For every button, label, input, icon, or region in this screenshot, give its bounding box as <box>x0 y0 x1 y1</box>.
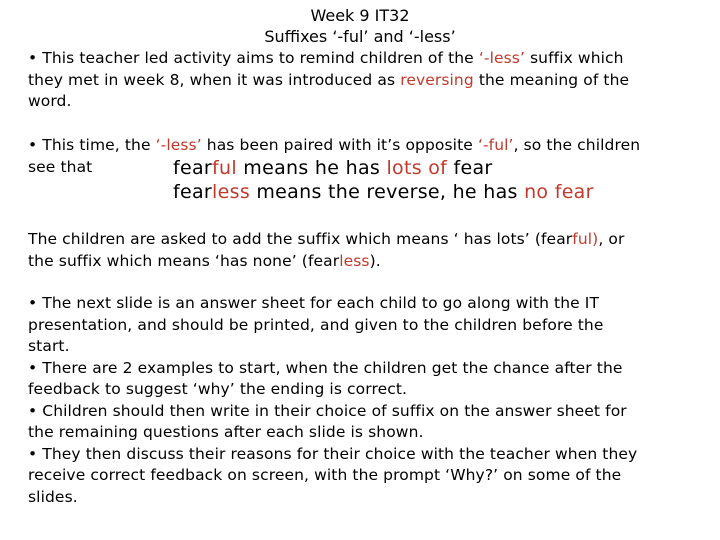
intro-line-1 <box>28 48 698 70</box>
instruction-line: slides. <box>28 487 78 506</box>
example-fearful <box>173 156 493 180</box>
highlight-no-fear: no fear <box>524 181 594 203</box>
instruction-line: feedback to suggest ‘why’ the ending is correct. <box>28 380 408 398</box>
intro-paragraph <box>28 48 698 113</box>
text-segment: fear <box>173 181 213 203</box>
task-paragraph <box>28 229 698 272</box>
highlight-reversing: reversing <box>400 70 474 89</box>
text-segment: means he has <box>236 157 387 179</box>
text-segment: the suffix which means ‘has none’ (fear <box>28 251 340 270</box>
text-segment: • This teacher led activity aims to remind children of the <box>28 49 479 67</box>
instruction-line: receive correct feedback on screen, with the prompt ‘Why?’ on some of the <box>28 466 622 484</box>
highlight-lots-of: lots of <box>386 157 448 179</box>
pairing-line-1 <box>28 135 698 157</box>
text-segment: , so the children <box>513 136 641 154</box>
text-segment: means the reverse, he has <box>250 181 525 203</box>
text-segment: • This time, the <box>28 136 156 154</box>
instruction-line: • There are 2 examples to start, when the children get the chance after the <box>28 358 623 377</box>
highlight-ful: ful) <box>572 230 599 248</box>
highlight-ful: ‘-ful’ <box>477 136 514 154</box>
instruction-line: the remaining questions after each slide is shown. <box>28 423 424 441</box>
highlight-ful: ful <box>212 157 237 179</box>
instruction-line: • Children should then write in their choice of suffix on the answer sheet for <box>28 401 627 420</box>
text-segment: has been paired with it’s opposite <box>201 136 478 154</box>
highlight-less: less <box>339 251 370 270</box>
text-segment: ). <box>369 251 381 270</box>
example-fearless <box>173 180 594 204</box>
text-segment: suffix which <box>524 49 624 67</box>
intro-line-2 <box>28 70 698 92</box>
title-week: Week 9 IT32 <box>310 6 410 25</box>
highlight-less: ‘-less’ <box>155 136 202 154</box>
instruction-line: presentation, and should be printed, and given to the children before the <box>28 315 604 334</box>
highlight-less: less <box>212 181 251 203</box>
text-segment: fear <box>173 157 213 179</box>
text-segment: The children are asked to add the suffix which means ‘ has lots’ (fear <box>28 230 573 248</box>
instruction-line: • They then discuss their reasons for their choice with the teacher when they <box>28 444 638 463</box>
instructions-paragraph <box>28 293 698 508</box>
task-line-1 <box>28 229 698 251</box>
task-line-2 <box>28 251 698 273</box>
title-suffixes: Suffixes ‘-ful’ and ‘-less’ <box>264 27 456 46</box>
instruction-line: • The next slide is an answer sheet for each child to go along with the IT <box>28 294 600 312</box>
highlight-less: ‘-less’ <box>478 49 525 67</box>
text-segment: fear <box>447 157 493 179</box>
text-segment: they met in week 8, when it was introduced as <box>28 70 401 89</box>
text-segment: , or <box>598 230 625 248</box>
instruction-line: start. <box>28 337 70 355</box>
text-segment: the meaning of the <box>473 70 630 89</box>
intro-line-3: word. <box>28 92 72 110</box>
pairing-line-2: see that <box>28 157 93 176</box>
